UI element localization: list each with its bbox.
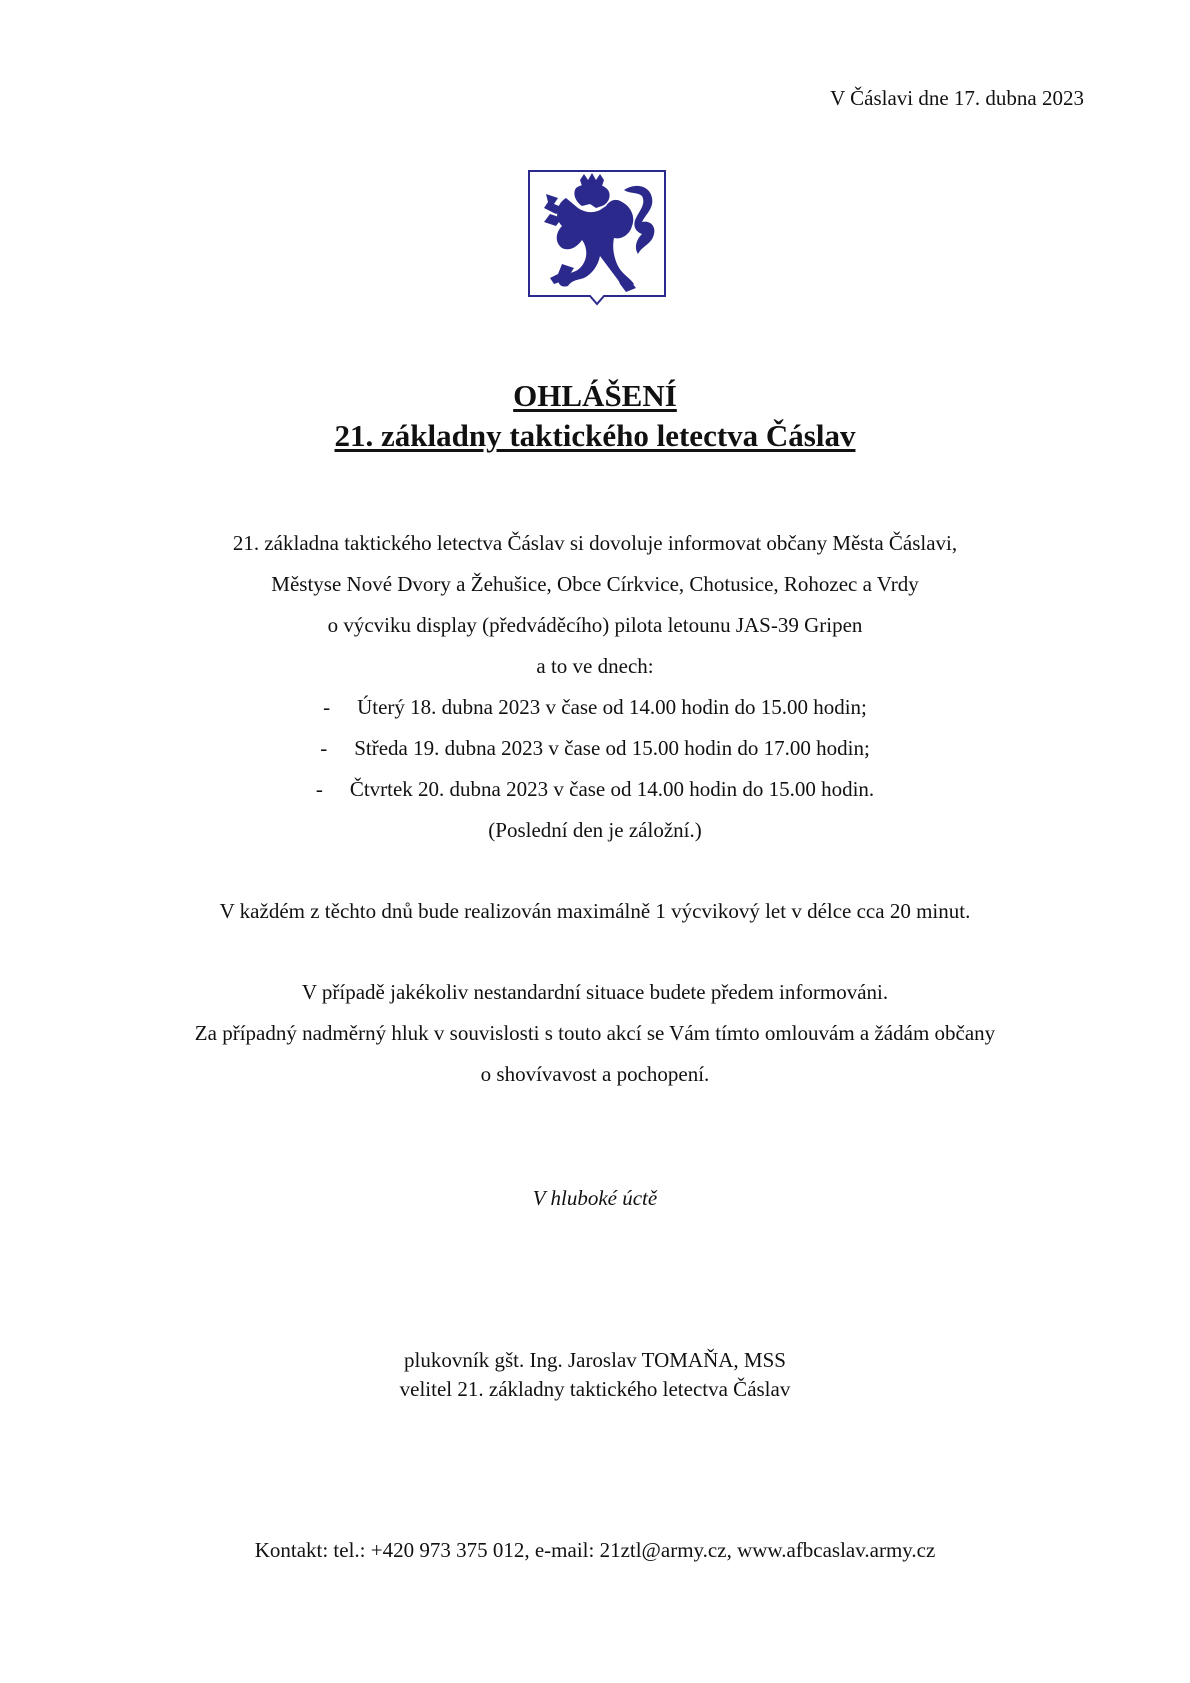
schedule-item <box>0 728 1190 769</box>
notice-line-2: Za případný nadměrný hluk v souvislosti s touto akcí se Vám tímto omlouvám a žádám občany <box>194 1021 996 1045</box>
closing-salutation: V hluboké úctě <box>532 1186 658 1210</box>
schedule-item-text: Čtvrtek 20. dubna 2023 v čase od 14.00 hodin do 15.00 hodin. <box>349 777 875 801</box>
list-dash: - <box>323 695 331 719</box>
notice-line-3: o shovívavost a pochopení. <box>480 1062 710 1086</box>
flight-info: V každém z těchto dnů bude realizován maximálně 1 výcvikový let v délce cca 20 minut. <box>219 899 971 923</box>
intro-line-4: a to ve dnech: <box>536 654 654 678</box>
schedule-item <box>0 769 1190 810</box>
signature-block <box>0 1346 1190 1404</box>
reserve-day-note: (Poslední den je záložní.) <box>488 818 702 842</box>
list-dash: - <box>315 777 323 801</box>
lion-coat-of-arms-icon <box>526 168 668 318</box>
signer-role: velitel 21. základny taktického letectva Čáslav <box>399 1377 791 1401</box>
title-subtitle: 21. základny taktického letectva Čáslav <box>334 418 856 453</box>
notice-line-1: V případě jakékoliv nestandardní situace budete předem informováni. <box>301 980 889 1004</box>
intro-line-2: Městyse Nové Dvory a Žehušice, Obce Církvice, Chotusice, Rohozec a Vrdy <box>271 572 919 596</box>
announcement-body <box>0 523 1190 1095</box>
list-dash: - <box>320 736 328 760</box>
title-main: OHLÁŠENÍ <box>513 378 677 413</box>
contact-info: Kontakt: tel.: +420 973 375 012, e-mail: 21ztl@army.cz, www.afbcaslav.army.cz <box>254 1538 936 1562</box>
intro-line-1: 21. základna taktického letectva Čáslav si dovoluje informovat občany Města Čáslavi, <box>232 531 958 555</box>
signature-area <box>452 1228 742 1314</box>
signer-name: plukovník gšt. Ing. Jaroslav TOMAŇA, MSS <box>404 1348 786 1372</box>
schedule-item-text: Úterý 18. dubna 2023 v čase od 14.00 hodin do 15.00 hodin; <box>357 695 867 719</box>
schedule-item <box>0 687 1190 728</box>
intro-line-3: o výcviku display (předváděcího) pilota letounu JAS-39 Gripen <box>327 613 863 637</box>
announcement-title <box>0 376 1190 456</box>
document-date: V Čáslavi dne 17. dubna 2023 <box>830 86 1084 110</box>
schedule-item-text: Středa 19. dubna 2023 v čase od 15.00 hodin do 17.00 hodin; <box>354 736 870 760</box>
